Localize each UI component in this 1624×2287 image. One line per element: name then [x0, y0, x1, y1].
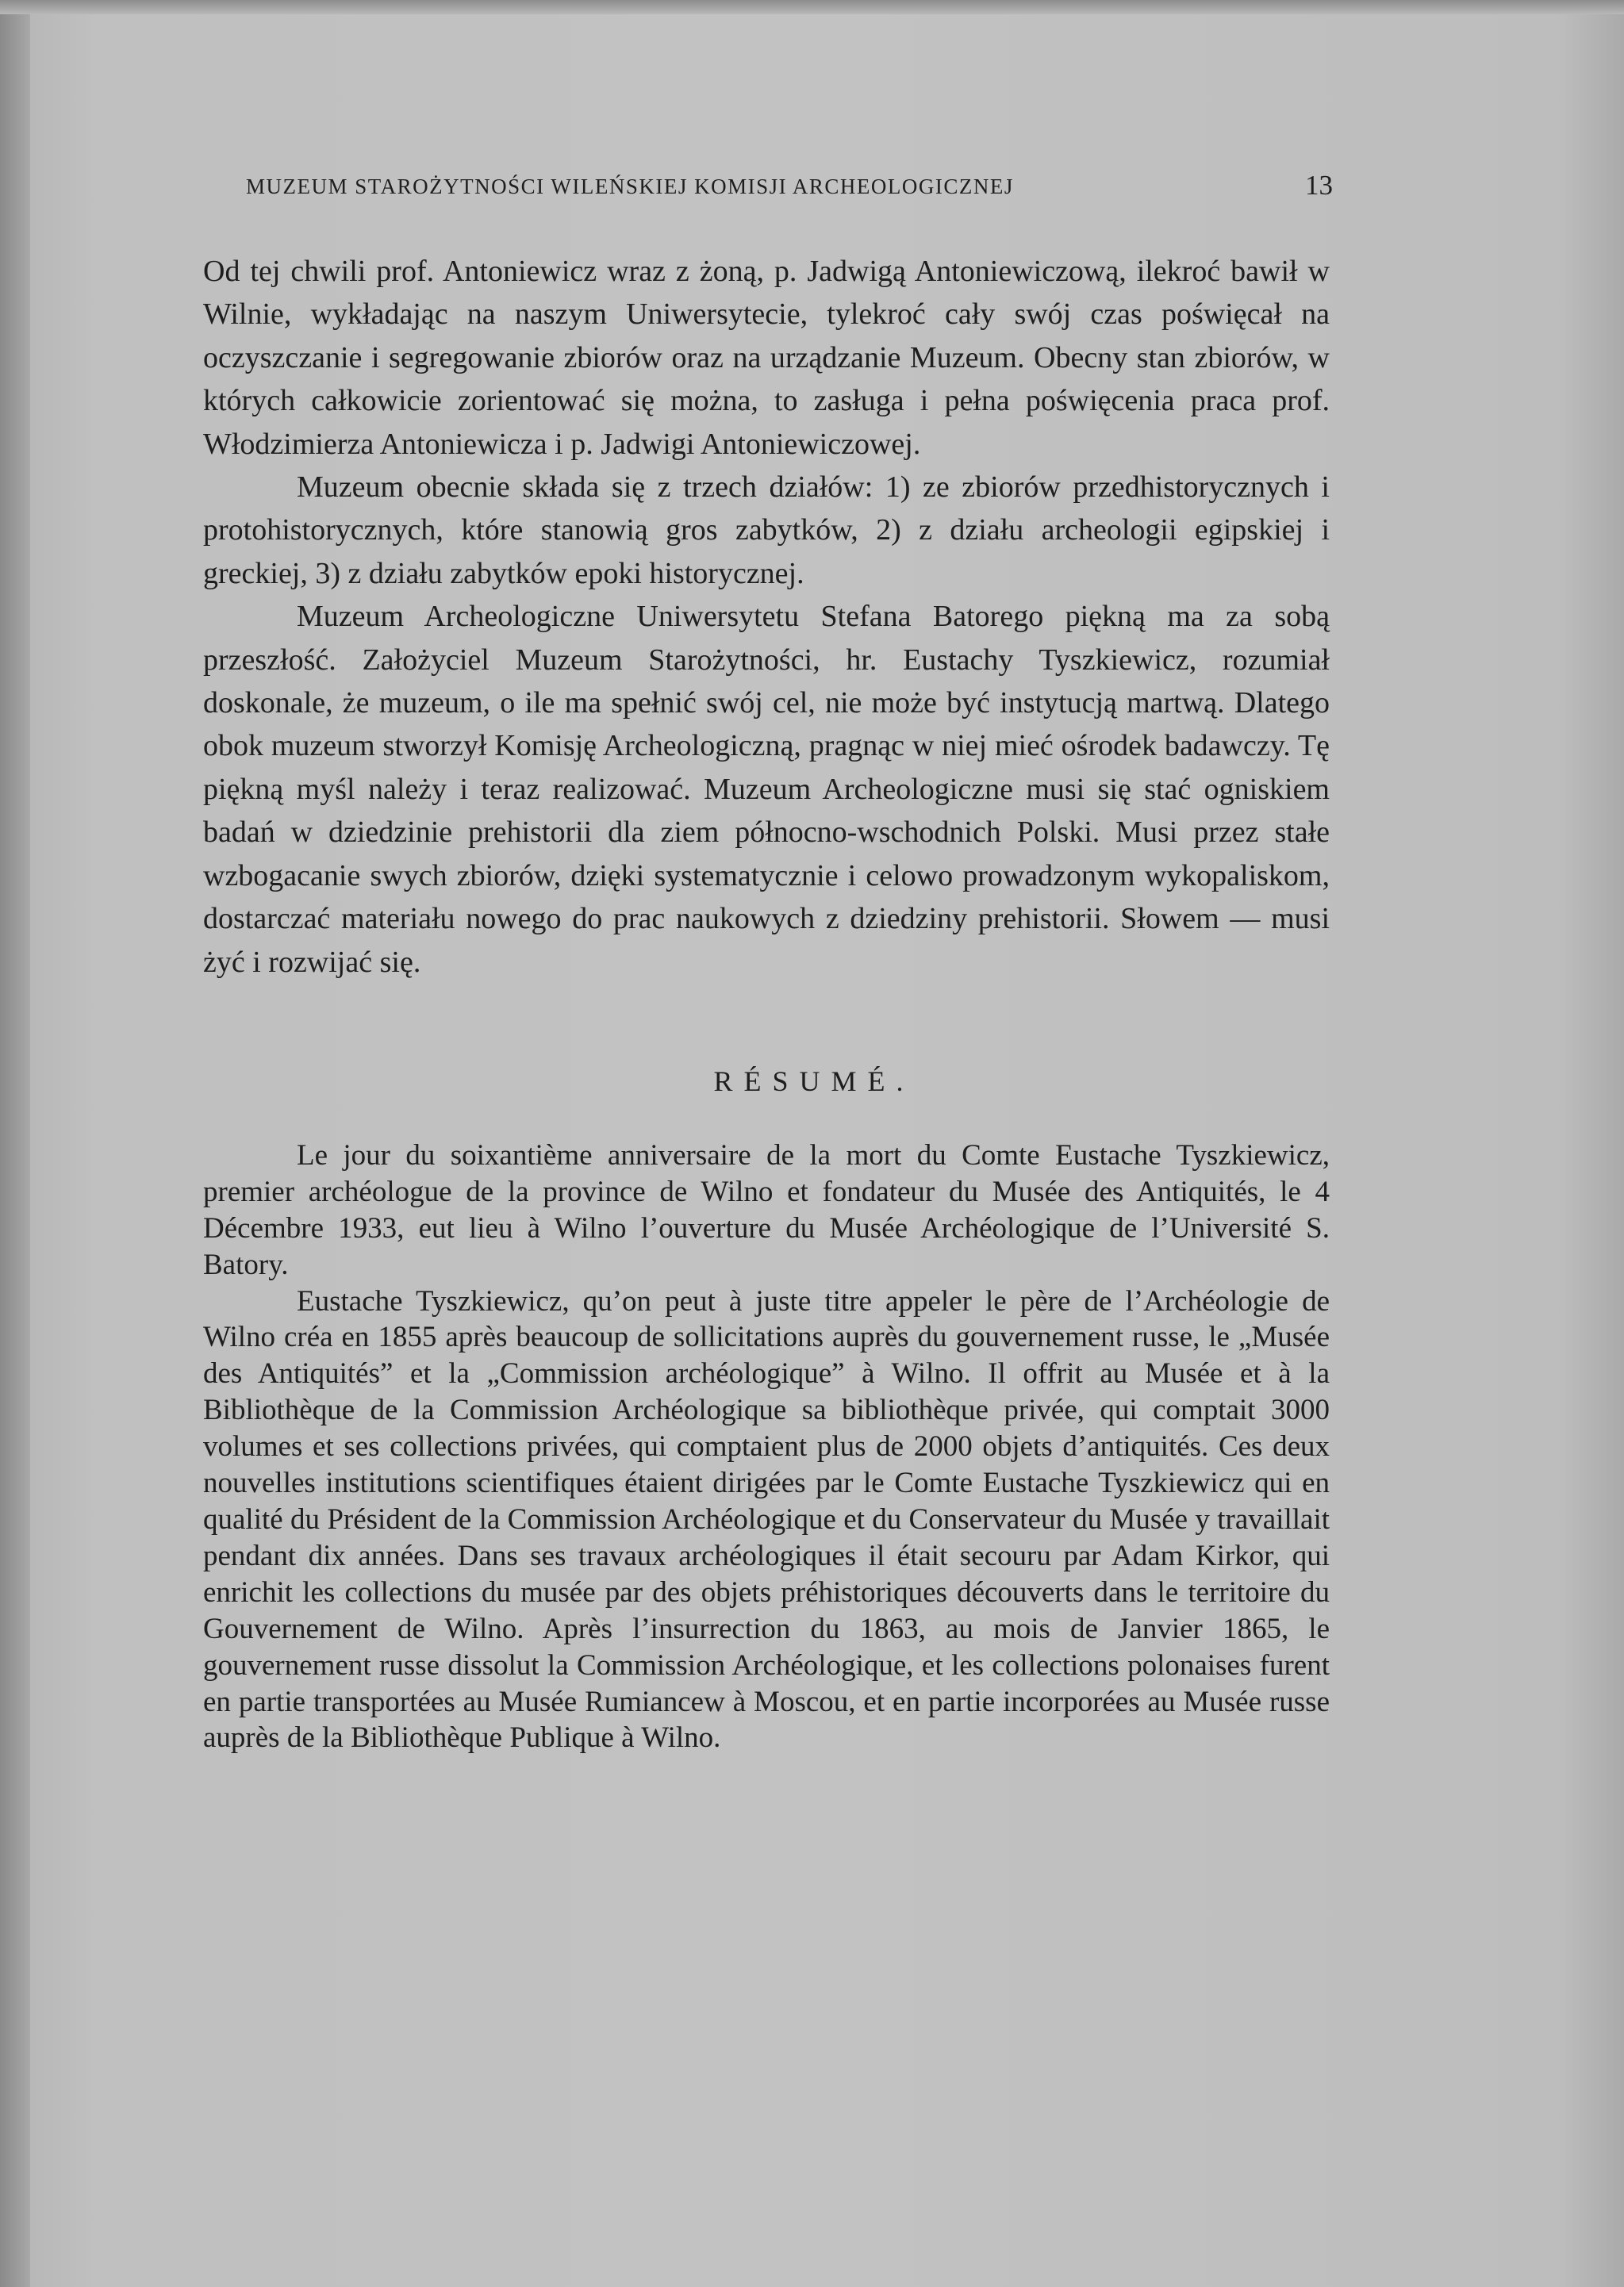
page-header	[246, 168, 1333, 208]
body-paragraph: Muzeum obecnie składa się z trzech działów: 1) ze zbiorów przedhistorycznych i protohistorycznych, które stanowią gros zabytków, 2) z działu archeologii egipskiej i greckiej, 3) z działu zabytków epoki historycznej.	[203, 470, 1330, 590]
running-title: MUZEUM STAROŻYTNOŚCI WILEŃSKIEJ KOMISJI ARCHEOLOGICZNEJ	[246, 175, 1014, 198]
page-number: 13	[1305, 170, 1333, 201]
resume-heading: RÉSUMÉ.	[713, 1065, 915, 1097]
body-paragraph: Od tej chwili prof. Antoniewicz wraz z żoną, p. Jadwigą Antoniewiczową, ilekroć bawił w Wilnie, wykładając na naszym Uniwersytecie, tylekroć cały swój czas poświęcał na oczyszczanie i segregowanie zbiorów oraz na urządzanie Muzeum. Obecny stan zbiorów, w których całkowicie zorientować się można, to zasługa i pełna poświęcenia praca prof. Włodzimierza Antoniewicza i p. Jadwigi Antoniewiczowej.	[203, 255, 1330, 461]
page-spine-shadow	[0, 0, 30, 2287]
page-body	[203, 250, 1330, 1756]
page-top-edge	[0, 0, 1624, 14]
resume-paragraph: Eustache Tyszkiewicz, qu’on peut à juste titre appeler le père de l’Archéologie de Wilno créa en 1855 après beaucoup de sollicitations auprès du gouvernement russe, le „Musée des Antiquités” et la „Commission archéologique” à Wilno. Il offrit au Musée et à la Bibliothèque de la Commission Archéologique sa bibliothèque privée, qui comptait 3000 volumes et ses collections privées, qui comptaient plus de 2000 objets d’antiquités. Ces deux nouvelles institutions scientifiques étaient dirigées par le Comte Eustache Tyszkiewicz qui en qualité du Président de la Commission Archéologique et du Conservateur du Musée y travaillait pendant dix années. Dans ses travaux archéologiques il était secouru par Adam Kirkor, qui enrichit les collections du musée par des objets préhistoriques découverts dans le territoire du Gouvernement de Wilno. Après l’insurrection du 1863, au mois de Janvier 1865, le gouvernement russe dissolut la Commission Archéologique, et les collections polonaises furent en partie transportées au Musée Rumiancew à Moscou, et en partie incorporées au Musée russe auprès de la Bibliothèque Publique à Wilno.	[203, 1284, 1330, 1755]
body-paragraph: Muzeum Archeologiczne Uniwersytetu Stefana Batorego piękną ma za sobą przeszłość. Założyciel Muzeum Starożytności, hr. Eustachy Tyszkiewicz, rozumiał doskonale, że muzeum, o ile ma spełnić swój cel, nie może być instytucją martwą. Dlatego obok muzeum stworzył Komisję Archeologiczną, pragnąc w niej mieć ośrodek badawczy. Tę piękną myśl należy i teraz realizować. Muzeum Archeologiczne musi się stać ogniskiem badań w dziedzinie prehistorii dla ziem północno-wschodnich Polski. Musi przez stałe wzbogacanie swych zbiorów, dzięki systematycznie i celowo prowadzonym wykopaliskom, dostarczać materiału nowego do prac naukowych z dziedziny prehistorii. Słowem — musi żyć i rozwijać się.	[203, 600, 1330, 979]
resume-paragraph: Le jour du soixantième anniversaire de la mort du Comte Eustache Tyszkiewicz, premier archéologue de la province de Wilno et fondateur du Musée des Antiquités, le 4 Décembre 1933, eut lieu à Wilno l’ouverture du Musée Archéologique de l’Université S. Batory.	[203, 1138, 1330, 1281]
